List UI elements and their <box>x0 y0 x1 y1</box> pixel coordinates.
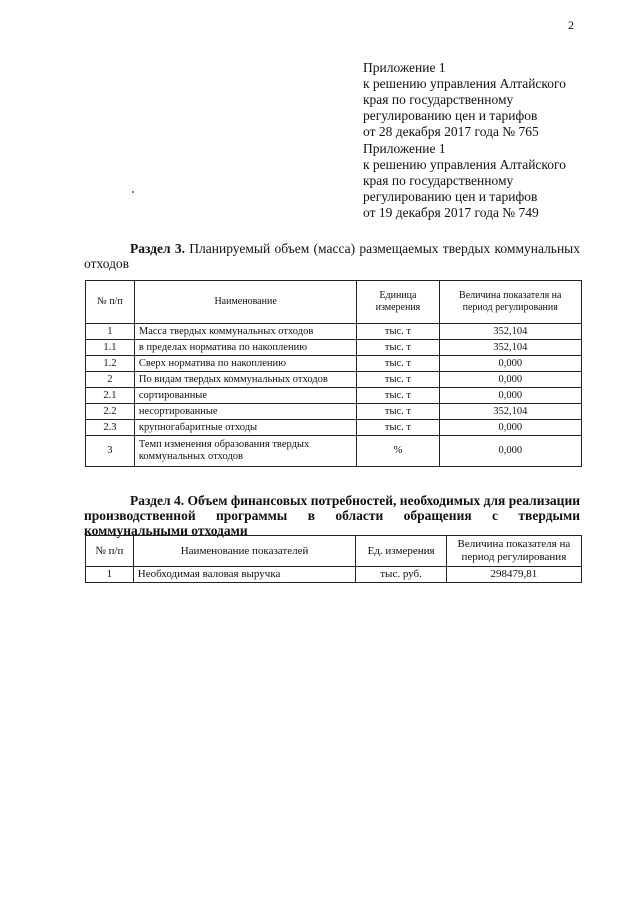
appendix-line: регулированию цен и тарифов <box>363 189 538 204</box>
cell-name: Темп изменения образования твердых коммунальных отходов <box>134 436 357 467</box>
cell-unit: тыс. т <box>357 404 439 420</box>
cell-value: 0,000 <box>439 420 581 436</box>
appendix-line: от 28 декабря 2017 года № 765 <box>363 124 539 139</box>
section-3-table <box>85 280 582 467</box>
cell-value: 298479,81 <box>446 567 581 583</box>
cell-name: Масса твердых коммунальных отходов <box>134 324 357 340</box>
appendix-line: края по государственному <box>363 92 514 107</box>
cell-name: крупногабаритные отходы <box>134 420 357 436</box>
section-4-heading <box>84 493 580 538</box>
cell-value: 0,000 <box>439 372 581 388</box>
cell-value: 352,104 <box>439 324 581 340</box>
header-num: № п/п <box>86 281 135 324</box>
cell-num: 1 <box>86 567 134 583</box>
header-num: № п/п <box>86 536 134 567</box>
header-unit: Единица измерения <box>357 281 439 324</box>
cell-num: 1.2 <box>86 356 135 372</box>
appendix-line: к решению управления Алтайского <box>363 76 566 91</box>
table-header-row <box>86 536 582 567</box>
cell-unit: тыс. т <box>357 324 439 340</box>
cell-value: 0,000 <box>439 436 581 467</box>
cell-value: 0,000 <box>439 356 581 372</box>
table-row <box>86 356 582 372</box>
cell-num: 2.3 <box>86 420 135 436</box>
table-row <box>86 436 582 467</box>
section-3-label: Раздел 3. <box>130 241 185 256</box>
cell-num: 2.2 <box>86 404 135 420</box>
cell-num: 2 <box>86 372 135 388</box>
header-name: Наименование <box>134 281 357 324</box>
appendix-line: Приложение 1 <box>363 141 446 156</box>
header-value: Величина показателя на период регулирования <box>446 536 581 567</box>
header-value: Величина показателя на период регулирования <box>439 281 581 324</box>
section-3-heading <box>84 241 580 271</box>
section-4-table <box>85 535 582 583</box>
cell-num: 1.1 <box>86 340 135 356</box>
appendix-line: к решению управления Алтайского <box>363 157 566 172</box>
cell-unit: тыс. т <box>357 388 439 404</box>
table-row <box>86 372 582 388</box>
table-row <box>86 567 582 583</box>
appendix-line: от 19 декабря 2017 года № 749 <box>363 205 539 220</box>
cell-value: 352,104 <box>439 340 581 356</box>
section-4-title: Объем финансовых потребностей, необходимых для реализации производственной программы в области обращения с твердыми коммунальными отходами <box>84 493 580 538</box>
table-row <box>86 404 582 420</box>
cell-unit: тыс. т <box>357 340 439 356</box>
table-row <box>86 388 582 404</box>
appendix-line: Приложение 1 <box>363 60 446 75</box>
table-row <box>86 420 582 436</box>
cell-value: 352,104 <box>439 404 581 420</box>
cell-unit: тыс. т <box>357 372 439 388</box>
section-3-title: Планируемый объем (масса) размещаемых твердых коммунальных отходов <box>84 241 581 271</box>
cell-name: несортированные <box>134 404 357 420</box>
appendix-block-749 <box>363 141 566 221</box>
section-4-label: Раздел 4. <box>130 493 185 508</box>
cell-name: сортированные <box>134 388 357 404</box>
header-unit: Ед. измерения <box>356 536 446 567</box>
cell-name: По видам твердых коммунальных отходов <box>134 372 357 388</box>
cell-unit: тыс. т <box>357 420 439 436</box>
cell-unit: тыс. т <box>357 356 439 372</box>
table-row <box>86 340 582 356</box>
table-header-row <box>86 281 582 324</box>
page-number: 2 <box>568 18 574 32</box>
cell-name: Сверх норматива по накоплению <box>134 356 357 372</box>
cell-unit: тыс. руб. <box>356 567 446 583</box>
scan-dot <box>132 191 134 193</box>
table-row <box>86 324 582 340</box>
appendix-line: края по государственному <box>363 173 514 188</box>
cell-unit: % <box>357 436 439 467</box>
cell-name: Необходимая валовая выручка <box>133 567 356 583</box>
cell-num: 3 <box>86 436 135 467</box>
cell-num: 2.1 <box>86 388 135 404</box>
appendix-block-765 <box>363 60 566 140</box>
appendix-line: регулированию цен и тарифов <box>363 108 538 123</box>
cell-value: 0,000 <box>439 388 581 404</box>
header-name: Наименование показателей <box>133 536 356 567</box>
cell-num: 1 <box>86 324 135 340</box>
cell-name: в пределах норматива по накоплению <box>134 340 357 356</box>
